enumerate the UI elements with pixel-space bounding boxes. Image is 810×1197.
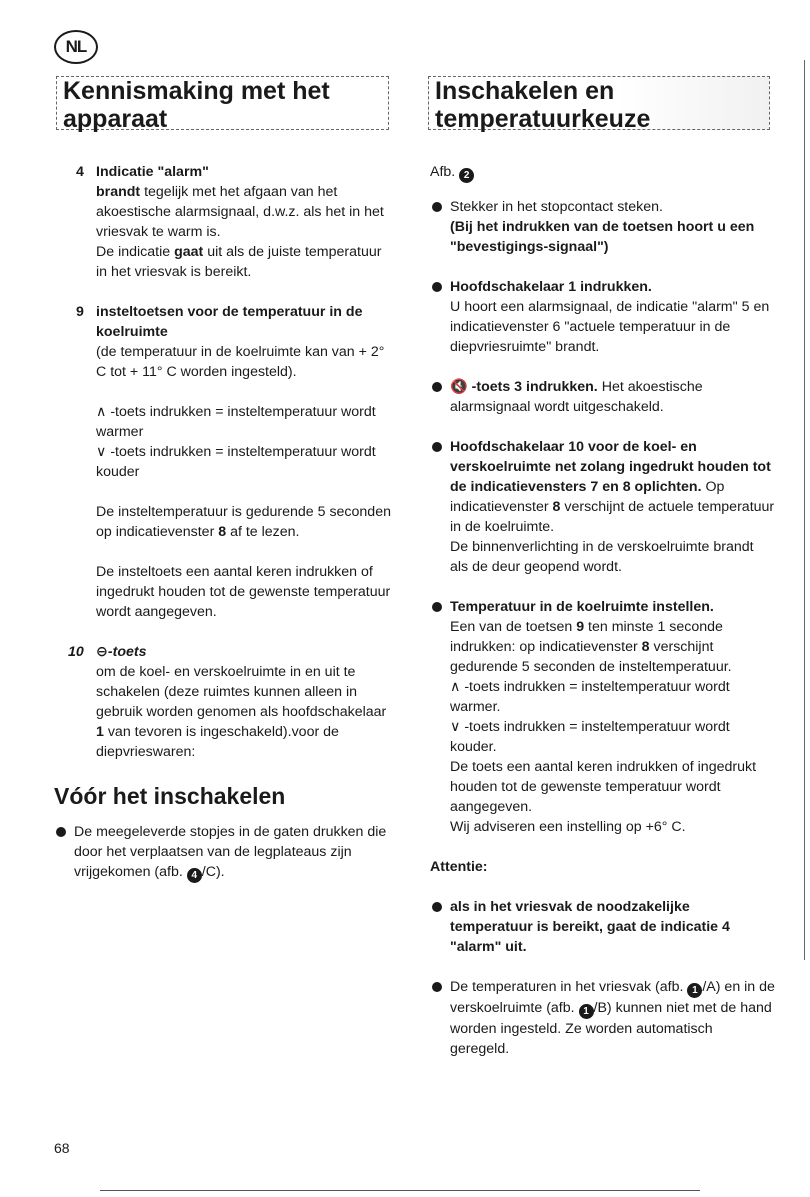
bullet-item: De temperaturen in het vriesvak (afb. 1 /A) en in de verskoelruimte (afb. 1 /B) kunnen niet met de hand worden ingesteld. Ze worden automatisch geregeld. xyxy=(430,977,775,1059)
item-9 xyxy=(54,302,394,622)
item-number: 9 xyxy=(76,304,84,320)
item-text: om de koel- en verskoelruimte in en uit te schakelen (deze ruimtes kunnen alleen in gebruik worden genomen als hoofdschakelaar 1 van tevoren is ingeschakeld).voor de diepvrieswaren: xyxy=(96,664,387,760)
figure-reference: Afb. 2 xyxy=(430,162,775,183)
bullet-item: als in het vriesvak de noodzakelijke temperatuur is bereikt, gaat de indicatie 4 "alarm" uit. xyxy=(430,897,775,957)
bullet-item: Hoofdschakelaar 10 voor de koel- en verskoelruimte net zolang ingedrukt houden tot de indicatievensters 7 en 8 oplichten. Op indicatievenster 8 verschijnt de actuele temperatuur in de koelruimte. De binnenverlichting in de verskoelruimte brandt als de deur geopend wordt. xyxy=(430,437,775,577)
scan-edge-line xyxy=(804,60,805,960)
item-title: ⊖-toets xyxy=(96,644,147,660)
attention-label: Attentie: xyxy=(430,859,488,875)
page-number: 68 xyxy=(54,1140,70,1156)
item-text: De indicatie gaat uit als de juiste temperatuur in het vriesvak is bereikt. xyxy=(96,244,382,280)
right-section-heading xyxy=(428,76,770,133)
item-text: ∧ -toets indrukken = insteltemperatuur wordt warmer xyxy=(96,404,376,440)
right-heading-line-1: Inschakelen en xyxy=(435,77,615,105)
item-text: De insteltoets een aantal keren indrukken of ingedrukt houden tot de gewenste temperatuur wordt aangegeven. xyxy=(96,564,391,620)
left-column xyxy=(54,162,394,903)
item-text: De insteltemperatuur is gedurende 5 seconden op indicatievenster 8 af te lezen. xyxy=(96,504,391,540)
mute-icon: 🔇 xyxy=(450,379,468,395)
figure-number-badge: 4 xyxy=(187,868,202,883)
figure-number-badge: 2 xyxy=(459,168,474,183)
item-text: ∨ -toets indrukken = insteltemperatuur wordt kouder xyxy=(96,444,376,480)
bullet-item: Temperatuur in de koelruimte instellen. Een van de toetsen 9 ten minste 1 seconde indrukken: op indicatievenster 8 verschijnt gedurende 5 seconden de insteltemperatuur. ∧ -toets indrukken = insteltemperatuur wordt warmer. ∨ -toets indrukken = insteltemperatuur wordt kouder. De toets een aantal keren indrukken of ingedrukt houden tot de gewenste temperatuur wordt aangegeven. Wij adviseren een instelling op +6° C. xyxy=(430,597,775,837)
bullet-item: 🔇 -toets 3 indrukken. Het akoestische alarmsignaal wordt uitgeschakeld. xyxy=(430,377,775,417)
bullet-item: Stekker in het stopcontact steken. (Bij het indrukken van de toetsen hoort u een "bevestigings-signaal") xyxy=(430,197,775,257)
section-title: Vóór het inschakelen xyxy=(54,783,286,809)
scan-edge-line xyxy=(100,1190,700,1191)
left-heading-line-2: apparaat xyxy=(63,105,168,133)
item-title: Indicatie "alarm" xyxy=(96,164,209,180)
language-badge: NL xyxy=(54,30,98,64)
item-title: insteltoetsen voor de temperatuur in de koelruimte xyxy=(96,304,363,340)
item-text: (de temperatuur in de koelruimte kan van + 2° C tot + 11° C worden ingesteld). xyxy=(96,344,385,380)
item-10 xyxy=(54,642,394,762)
figure-number-badge: 1 xyxy=(687,983,702,998)
item-text: brandt tegelijk met het afgaan van het akoestische alarmsignaal, d.w.z. als het in het vriesvak te warm is. xyxy=(96,184,384,240)
right-column xyxy=(430,162,775,1079)
bullet-item: Hoofdschakelaar 1 indrukken. U hoort een alarmsignaal, de indicatie "alarm" 5 en indicatievenster 6 "actuele temperatuur in de diepvriesruimte" brandt. xyxy=(430,277,775,357)
bullet-item: De meegeleverde stopjes in de gaten drukken die door het verplaatsen van de legplateaus zijn vrijgekomen (afb. 4 /C). xyxy=(54,822,394,883)
left-section-heading xyxy=(56,76,389,133)
left-heading-line-1: Kennismaking met het xyxy=(63,77,330,105)
item-number: 4 xyxy=(76,164,84,180)
figure-number-badge: 1 xyxy=(579,1004,594,1019)
item-number: 10 xyxy=(68,644,84,660)
item-4 xyxy=(54,162,394,282)
right-heading-line-2: temperatuurkeuze xyxy=(435,105,651,133)
